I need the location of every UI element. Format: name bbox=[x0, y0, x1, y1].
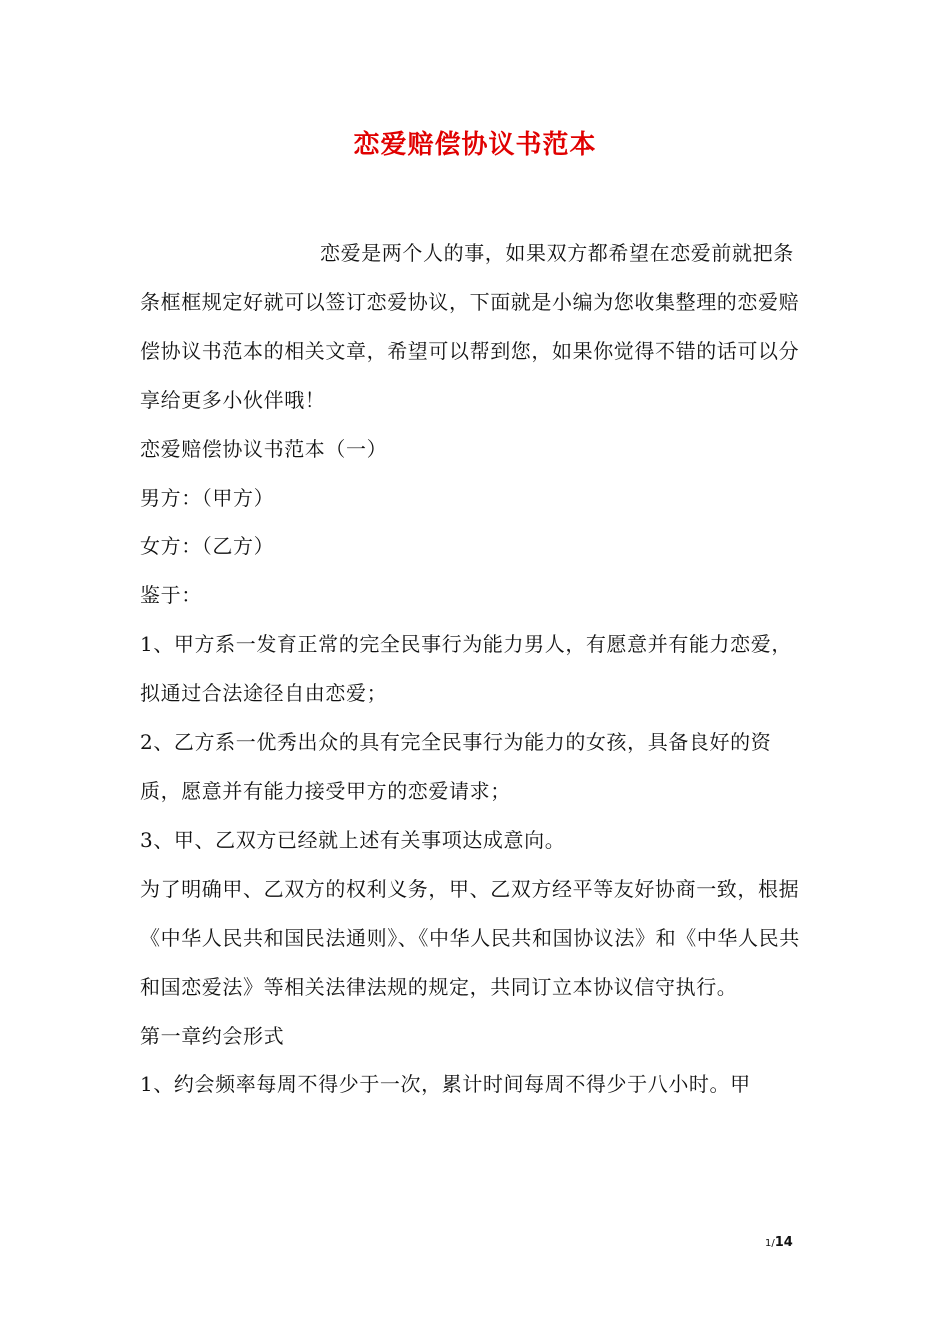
whereas-clause-1: 1、甲方系一发育正常的完全民事行为能力男人，有愿意并有能力恋爱，拟通过合法途径自由恋爱； bbox=[140, 632, 792, 706]
whereas-clause-3: 3、甲、乙双方已经就上述有关事项达成意向。 bbox=[140, 827, 566, 852]
intro-paragraph: 恋爱是两个人的事，如果双方都希望在恋爱前就把条条框框规定好就可以签订恋爱协议，下面就是小编为您收集整理的恋爱赔偿协议书范本的相关文章，希望可以帮到您，如果你觉得不错的话可以分享给更多小伙伴哦！ bbox=[140, 241, 800, 412]
page-number-total: 14 bbox=[774, 1235, 793, 1250]
agreement-preamble: 为了明确甲、乙双方的权利义务，甲、乙双方经平等友好协商一致，根据《中华人民共和国民法通则》、《中华人民共和国协议法》和《中华人民共和国恋爱法》等相关法律法规的规定，共同订立本协议信守执行。 bbox=[140, 876, 800, 999]
section-heading-sample-one: 恋爱赔偿协议书范本（一） bbox=[140, 436, 388, 461]
document-title: 恋爱赔偿协议书范本 bbox=[353, 130, 597, 161]
whereas-clause-2: 2、乙方系一优秀出众的具有完全民事行为能力的女孩，具备良好的资质，愿意并有能力接受甲方的恋爱请求； bbox=[140, 730, 772, 803]
document-body bbox=[140, 229, 812, 1109]
page-number-current: 1/ bbox=[765, 1238, 775, 1249]
chapter-heading-1: 第一章约会形式 bbox=[140, 1023, 285, 1048]
party-female: 女方：（乙方） bbox=[140, 534, 275, 559]
page-number bbox=[765, 1235, 793, 1252]
whereas-heading: 鉴于： bbox=[140, 583, 202, 608]
party-male: 男方：（甲方） bbox=[140, 485, 275, 510]
chapter-1-clause-1: 1、约会频率每周不得少于一次，累计时间每周不得少于八小时。甲 bbox=[140, 1072, 751, 1097]
